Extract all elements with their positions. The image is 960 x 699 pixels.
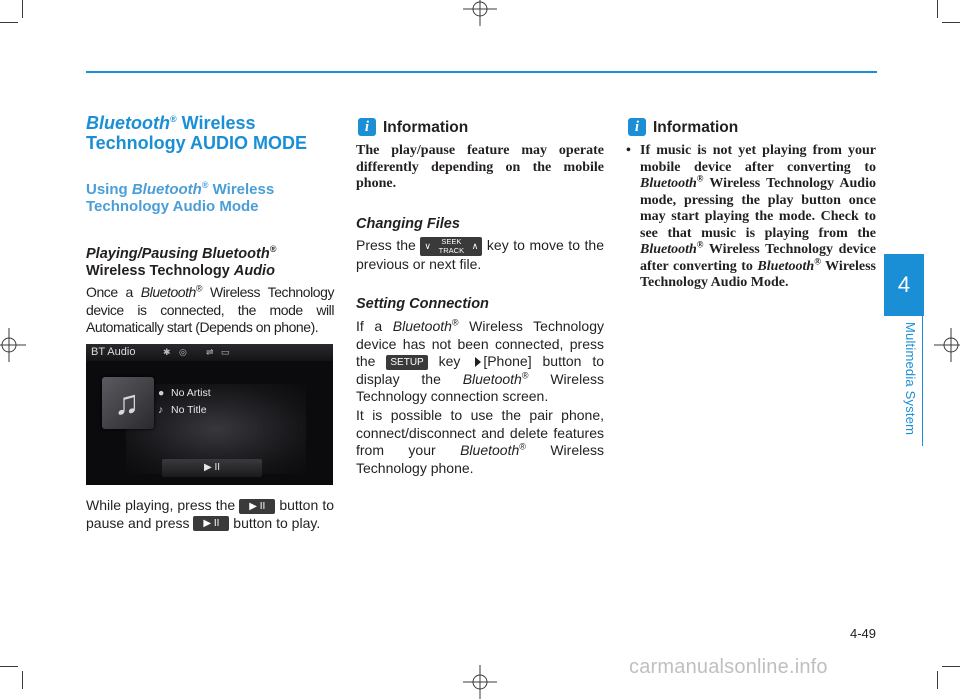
text: [Phone] button to display the	[356, 353, 604, 387]
text: If a	[356, 318, 393, 334]
bullet: •	[626, 143, 631, 158]
info-icon: i	[628, 118, 646, 136]
text: Wireless Technology connection screen.	[356, 370, 604, 404]
topic-heading-text: Audio	[233, 263, 275, 279]
registered-mark: ®	[696, 173, 704, 184]
track-label: TRACK	[438, 245, 465, 255]
topic-heading	[86, 246, 336, 280]
settings-icon: ◎	[179, 347, 187, 357]
screen-title: BT Audio	[91, 346, 136, 358]
play-pause-button[interactable]: ▶ II	[239, 499, 275, 514]
topic-heading-text: Wireless Technology	[86, 263, 234, 279]
text: button to play.	[229, 514, 321, 531]
music-note-icon: ♫	[114, 384, 140, 422]
text: Wireless Technology device after converting to	[640, 242, 876, 274]
registered-mark: ®	[814, 255, 821, 266]
crop-mark	[937, 0, 938, 18]
track-title: No Title	[171, 404, 207, 416]
subheading-text: Wireless	[208, 181, 275, 198]
crop-mark	[22, 671, 23, 689]
bluetooth-text: Bluetooth	[460, 442, 520, 458]
info-title: Information	[383, 119, 469, 136]
chevron-up-icon: ∧	[471, 241, 479, 251]
registration-mark-icon	[934, 328, 960, 362]
registered-mark: ®	[269, 244, 277, 255]
music-note-icon: ♪	[158, 404, 164, 416]
setup-key[interactable]: SETUP	[386, 355, 427, 370]
registered-mark: ®	[195, 283, 203, 294]
text: key to move to the previous or next file.	[356, 237, 604, 272]
paragraph	[356, 407, 604, 477]
text: Press the	[356, 237, 421, 254]
topic-heading: Setting Connection	[356, 296, 489, 312]
chevron-down-icon: ∨	[424, 241, 431, 251]
registered-mark: ®	[451, 317, 459, 328]
chapter-title: Multimedia System	[903, 322, 918, 436]
registered-mark: ®	[519, 441, 526, 452]
album-art	[102, 377, 154, 429]
bt-audio-screen	[86, 344, 333, 485]
bluetooth-icon: ✱	[163, 347, 171, 357]
crop-mark	[0, 666, 18, 667]
text: If music is not yet playing from your mobile device after converting to	[640, 143, 876, 175]
paragraph	[356, 237, 604, 274]
artist-row	[158, 387, 211, 400]
bluetooth-text: Bluetooth	[757, 258, 815, 274]
header-rule	[86, 71, 877, 73]
text: Once a	[86, 284, 141, 300]
registered-mark: ®	[521, 369, 529, 380]
seek-track-key[interactable]	[420, 237, 482, 256]
heading-text: Technology AUDIO MODE	[86, 133, 308, 153]
chapter-tab-rule	[922, 316, 923, 446]
artist-name: No Artist	[171, 387, 211, 399]
info-icon: i	[358, 118, 376, 136]
subheading-bluetooth: Bluetooth	[131, 181, 202, 198]
person-icon: ●	[158, 387, 165, 399]
heading-text: Wireless	[176, 113, 256, 133]
section-heading	[86, 113, 336, 153]
page-number: 4-49	[849, 626, 876, 641]
watermark: carmanualsonline.info	[629, 656, 828, 678]
paragraph	[86, 284, 334, 337]
bluetooth-text: Bluetooth	[640, 176, 697, 191]
arrow-right-icon	[475, 357, 481, 367]
bluetooth-text: Bluetooth	[392, 318, 452, 334]
text: Wireless Technology Audio Mode.	[640, 258, 876, 290]
seek-label: SEEK	[441, 237, 462, 246]
heading-bluetooth: Bluetooth	[86, 113, 170, 133]
crop-mark	[937, 671, 938, 689]
crop-mark	[22, 0, 23, 18]
crop-mark	[0, 22, 18, 23]
paragraph	[356, 318, 604, 406]
registered-mark: ®	[169, 114, 177, 124]
bluetooth-text: Bluetooth	[140, 284, 196, 300]
play-pause-control[interactable]: ▶ II	[162, 459, 262, 477]
registered-mark: ®	[201, 180, 209, 190]
registration-mark-icon	[0, 328, 26, 362]
text: button to pause and press	[86, 497, 334, 531]
text: key	[427, 353, 472, 369]
topic-heading-text: Playing/Pausing Bluetooth	[86, 246, 270, 262]
text: Wireless Technology device is connected, the mode will Automatically start (Depends on phone).	[86, 284, 334, 335]
registration-mark-icon	[463, 665, 497, 699]
info-text	[640, 143, 876, 292]
topic-heading: Changing Files	[356, 216, 460, 232]
subheading-text: Using	[86, 181, 132, 198]
bluetooth-text: Bluetooth	[640, 242, 697, 257]
paragraph	[86, 497, 334, 532]
text: While playing, press the	[86, 497, 240, 513]
play-pause-button[interactable]: ▶ II	[193, 516, 229, 531]
bluetooth-text: Bluetooth	[462, 370, 522, 387]
crop-mark	[942, 666, 960, 667]
track-row	[158, 404, 207, 417]
chapter-tab	[884, 254, 924, 316]
registration-mark-icon	[463, 0, 497, 26]
text: Wireless Technology device has not been connected, press the	[356, 318, 604, 369]
info-title: Information	[653, 119, 739, 136]
text: It is possible to use the pair phone, connect/disconnect and delete features from your	[356, 407, 604, 458]
chapter-number: 4	[897, 272, 911, 297]
subsection-heading	[86, 181, 336, 215]
registered-mark: ®	[696, 239, 704, 250]
info-text: The play/pause feature may operate differently depending on the mobile phone.	[356, 143, 604, 191]
crop-mark	[942, 22, 960, 23]
subheading-text: Technology Audio Mode	[86, 198, 259, 215]
text: Wireless Technology Audio mode, pressing the play button once may start playing the mode. Check to see that music is playing from the	[640, 176, 876, 241]
battery-icon: ▭	[221, 347, 230, 357]
text: Wireless Technology phone.	[356, 442, 605, 476]
usb-icon: ⇌	[206, 347, 214, 357]
